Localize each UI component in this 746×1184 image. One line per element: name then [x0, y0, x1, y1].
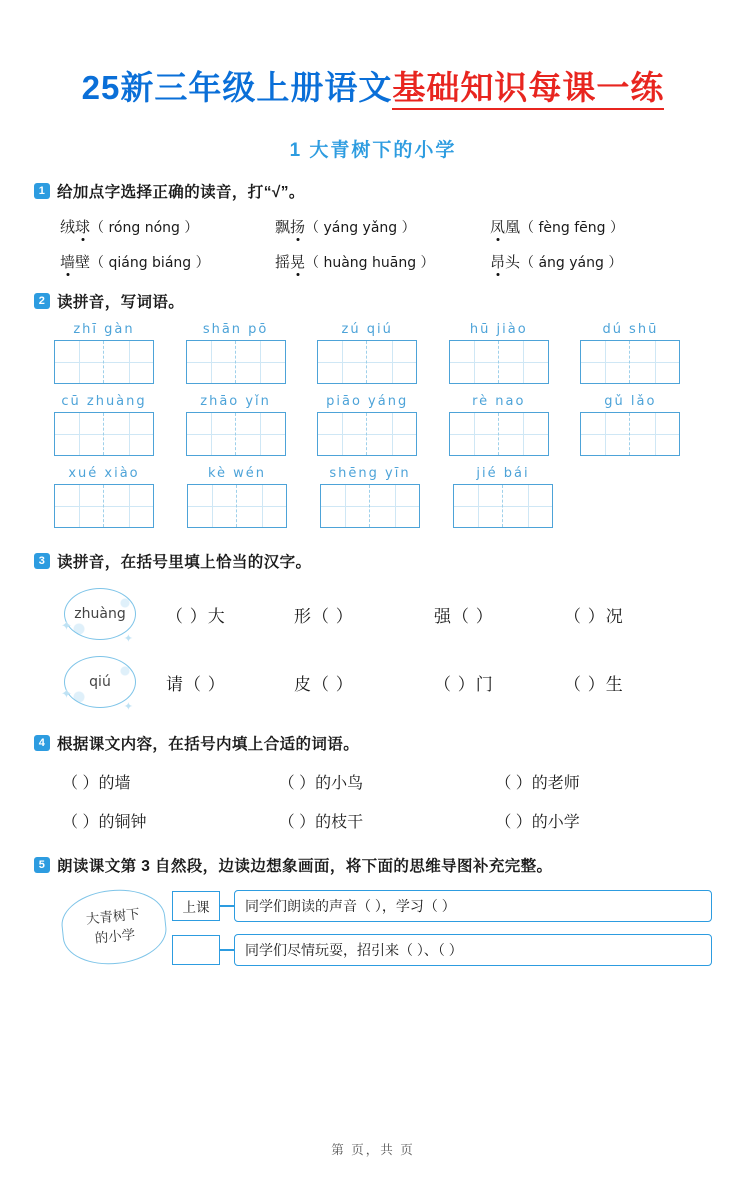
q3-blank[interactable]: 请（ ） — [166, 674, 226, 694]
q2-cell[interactable] — [449, 322, 581, 384]
q3-blank[interactable]: 强（ ） — [434, 606, 494, 626]
question-3-text: 读拼音，在括号里填上恰当的汉字。 — [57, 554, 312, 571]
q2-row-3 — [34, 466, 712, 528]
tianzige-box[interactable] — [449, 412, 549, 456]
tianzige-box[interactable] — [317, 412, 417, 456]
tianzige-box[interactable] — [580, 412, 680, 456]
mind-map — [34, 890, 712, 966]
q2-pinyin: rè nao — [472, 394, 526, 409]
branch-content-box[interactable]: 同学们朗读的声音（ ），学习（ ） — [234, 890, 712, 922]
tianzige-box[interactable] — [186, 340, 286, 384]
question-3-header — [34, 550, 712, 572]
q3-blanks[interactable] — [166, 670, 624, 695]
question-1-text: 给加点字选择正确的读音，打“√”。 — [57, 184, 305, 201]
q1-item[interactable]: 墙壁（ qiáng biáng ） — [60, 254, 210, 271]
q4-blank[interactable]: （ ）的小鸟 — [278, 775, 364, 792]
q1-options: （ yáng yǎng ） — [305, 220, 416, 236]
tianzige-box[interactable] — [580, 340, 680, 384]
q1-options: （ áng yáng ） — [520, 255, 623, 271]
q1-options: （ róng nóng ） — [90, 220, 199, 236]
q2-row-1 — [34, 322, 712, 384]
q2-pinyin: dú shū — [602, 322, 659, 337]
tianzige-box[interactable] — [54, 340, 154, 384]
q2-cell[interactable] — [54, 322, 186, 384]
q2-pinyin: piāo yáng — [326, 394, 409, 409]
q2-row-2 — [34, 394, 712, 456]
q3-blank[interactable]: （ ）况 — [564, 606, 624, 626]
tianzige-box[interactable] — [54, 484, 154, 528]
question-2-text: 读拼音，写词语。 — [57, 294, 185, 311]
mind-map-branch — [172, 890, 712, 922]
q2-cell[interactable] — [186, 322, 318, 384]
q1-row-2 — [34, 251, 712, 272]
branch-connector — [220, 905, 234, 906]
tianzige-box[interactable] — [320, 484, 420, 528]
q2-pinyin: xué xiào — [68, 466, 140, 481]
question-2 — [34, 290, 712, 528]
q2-cell[interactable] — [453, 466, 586, 528]
q3-blanks[interactable] — [166, 602, 624, 627]
q3-blank[interactable]: （ ）生 — [564, 674, 624, 694]
tianzige-box[interactable] — [187, 484, 287, 528]
q2-cell[interactable] — [320, 466, 453, 528]
question-4 — [34, 732, 712, 832]
question-2-header — [34, 290, 712, 312]
branch-label-box[interactable]: 上课 — [172, 891, 220, 921]
question-number-badge: 4 — [34, 735, 50, 751]
question-number-badge: 3 — [34, 553, 50, 569]
question-1-header — [34, 180, 712, 202]
q2-cell[interactable] — [187, 466, 320, 528]
q1-item[interactable]: 摇晃（ huàng huāng ） — [275, 254, 435, 271]
q2-pinyin: shān pō — [202, 322, 269, 337]
mind-map-branch — [172, 934, 712, 966]
question-4-header — [34, 732, 712, 754]
q2-pinyin: gǔ lǎo — [604, 394, 657, 409]
q4-row-1 — [34, 770, 712, 793]
tianzige-box[interactable] — [186, 412, 286, 456]
q4-blank[interactable]: （ ）的老师 — [495, 775, 580, 792]
tianzige-box[interactable] — [317, 340, 417, 384]
q4-blank[interactable]: （ ）的墙 — [62, 775, 131, 792]
q1-options: （ fèng fēng ） — [520, 220, 624, 236]
q3-row-2 — [34, 656, 712, 708]
question-1 — [34, 180, 712, 272]
q1-item[interactable]: 绒球（ róng nóng ） — [60, 219, 199, 236]
question-number-badge: 1 — [34, 183, 50, 199]
branch-content-box[interactable]: 同学们尽情玩耍，招引来（ ）、（ ） — [234, 934, 712, 966]
q3-pinyin-bubble: ✦ qiú ✦ — [64, 656, 136, 708]
mind-map-branches — [172, 890, 712, 966]
q1-item[interactable]: 凤凰（ fèng fēng ） — [490, 219, 624, 236]
q2-pinyin: zhāo yǐn — [200, 394, 271, 409]
lesson-title: 1 大青树下的小学 — [289, 140, 457, 161]
q1-item[interactable]: 飘扬（ yáng yǎng ） — [275, 219, 416, 236]
q3-row-1 — [34, 588, 712, 640]
q4-row-2 — [34, 809, 712, 832]
page-title — [34, 62, 712, 109]
q2-cell[interactable] — [580, 394, 712, 456]
q2-pinyin: cū zhuàng — [61, 394, 147, 409]
tianzige-box[interactable] — [54, 412, 154, 456]
question-3 — [34, 550, 712, 708]
q4-blank[interactable]: （ ）的小学 — [495, 814, 580, 831]
q2-pinyin: hū jiào — [469, 322, 528, 337]
q2-cell[interactable] — [317, 394, 449, 456]
q1-row-1 — [34, 216, 712, 237]
q4-blank[interactable]: （ ）的铜钟 — [62, 814, 147, 831]
q2-cell[interactable] — [449, 394, 581, 456]
tianzige-box[interactable] — [449, 340, 549, 384]
worksheet-page — [0, 62, 746, 1184]
q3-blank[interactable]: （ ）门 — [434, 674, 494, 694]
q3-pinyin-bubble: ✦ zhuàng ✦ — [64, 588, 136, 640]
page-footer: 第 页，共 页 — [331, 1143, 415, 1157]
q3-blank[interactable]: 皮（ ） — [294, 674, 354, 694]
question-4-text: 根据课文内容，在括号内填上合适的词语。 — [57, 736, 360, 753]
q1-options: （ huàng huāng ） — [305, 255, 435, 271]
mind-map-center: 大青树下 的小学 — [58, 885, 169, 969]
q3-blank[interactable]: 形（ ） — [294, 606, 354, 626]
q2-pinyin: kè wén — [207, 466, 267, 481]
question-number-badge: 5 — [34, 857, 50, 873]
q2-pinyin: zhī gàn — [73, 322, 135, 337]
title-prefix: 25新 — [81, 69, 155, 106]
question-5-text: 朗读课文第 3 自然段，边读边想象画面，将下面的思维导图补充完整。 — [57, 858, 553, 875]
question-5 — [34, 854, 712, 966]
question-5-header — [34, 854, 712, 876]
q2-cell[interactable] — [54, 466, 187, 528]
q2-cell[interactable] — [580, 322, 712, 384]
q2-pinyin: zú qiú — [341, 322, 393, 337]
q2-pinyin: jié bái — [476, 466, 530, 481]
branch-connector — [220, 949, 234, 950]
q1-item[interactable]: 昂头（ áng yáng ） — [490, 254, 623, 271]
q2-cell[interactable] — [54, 394, 186, 456]
tianzige-box[interactable] — [453, 484, 553, 528]
question-number-badge: 2 — [34, 293, 50, 309]
title-highlight: 基础知识每课一练 — [392, 69, 664, 110]
q4-blank[interactable]: （ ）的枝干 — [278, 814, 364, 831]
q2-cell[interactable] — [186, 394, 318, 456]
q3-blank[interactable]: （ ）大 — [166, 606, 226, 626]
title-middle: 三年级上册语文 — [154, 69, 393, 106]
q1-options: （ qiáng biáng ） — [90, 255, 210, 271]
q2-pinyin: shēng yīn — [329, 466, 411, 481]
branch-label-box[interactable] — [172, 935, 220, 965]
q2-cell[interactable] — [317, 322, 449, 384]
